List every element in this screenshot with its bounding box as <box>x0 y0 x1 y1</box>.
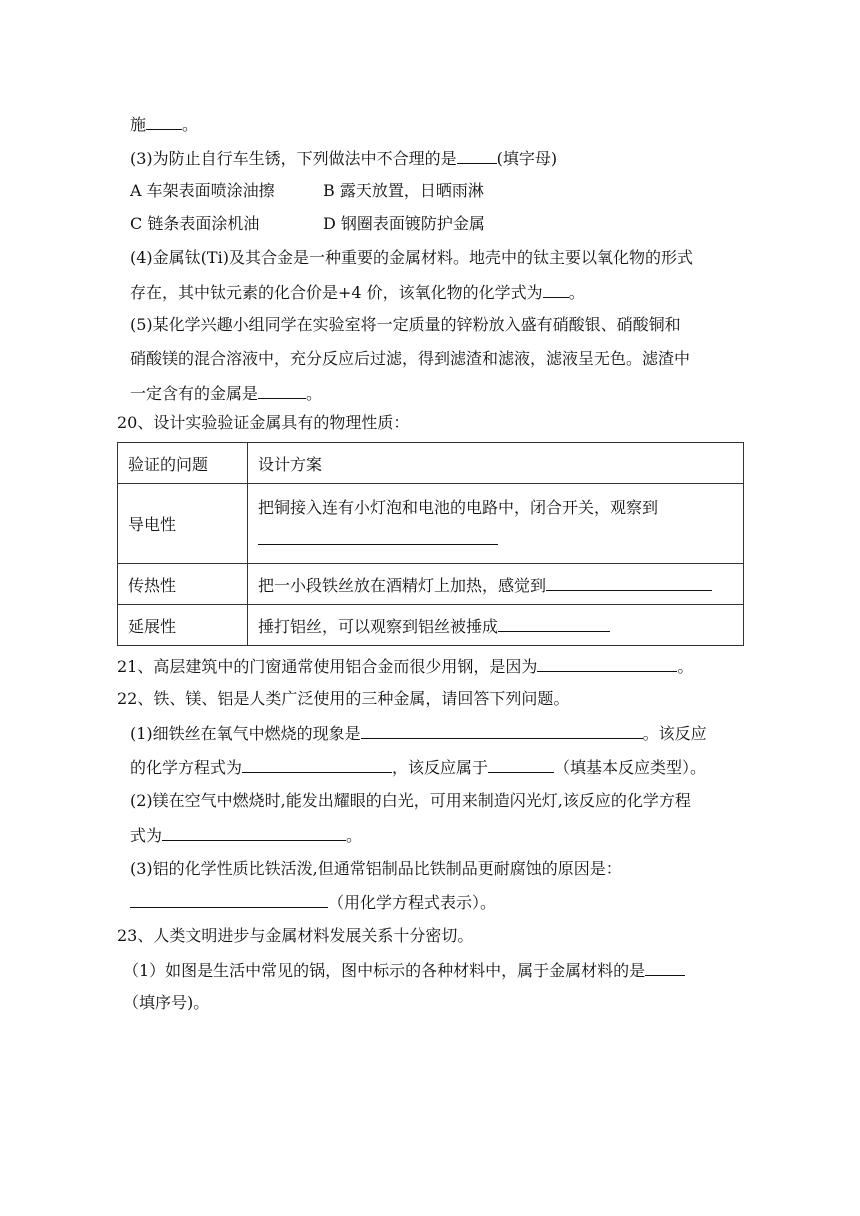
answer-blank[interactable] <box>537 655 677 672</box>
question-line: (1)细铁丝在氧气中燃烧的现象是 。该反应 <box>130 724 707 743</box>
question-line: (3)铝的化学性质比铁活泼,但通常铝制品比铁制品更耐腐蚀的原因是： <box>130 859 622 878</box>
answer-blank[interactable] <box>457 147 497 164</box>
plan-cell: 把一小段铁丝放在酒精灯上加热，感觉到 <box>248 564 744 605</box>
answer-blank[interactable] <box>645 959 685 976</box>
question-line: 施 。 <box>130 115 199 134</box>
question-line: 22、铁、镁、铝是人类广泛使用的三种金属，请回答下列问题。 <box>117 689 570 708</box>
answer-blank[interactable] <box>258 382 306 399</box>
answer-blank[interactable] <box>488 756 554 773</box>
verification-table <box>117 442 744 646</box>
option-line <box>130 213 485 235</box>
question-line: 式为 。 <box>130 826 363 845</box>
option-a: A 车架表面喷涂油擦 <box>130 181 275 200</box>
answer-blank[interactable] <box>162 824 346 841</box>
property-cell: 导电性 <box>118 484 248 564</box>
table-row <box>118 605 744 646</box>
property-cell: 传热性 <box>118 564 248 605</box>
table-row <box>118 484 744 564</box>
question-line: （1）如图是生活中常见的锅，图中标示的各种材料中，属于金属材料的是 <box>123 959 685 982</box>
plan-cell: 捶打铝丝，可以观察到铝丝被捶成 <box>248 605 744 646</box>
question-line: (4)金属钛(Ti)及其合金是一种重要的金属材料。地壳中的钛主要以氧化物的形式 <box>130 248 693 267</box>
option-line <box>130 180 484 202</box>
answer-blank[interactable] <box>543 281 569 298</box>
answer-blank[interactable] <box>361 722 643 739</box>
question-line: 20、设计实验验证金属具有的物理性质： <box>117 413 410 432</box>
option-d: D 钢圈表面镀防护金属 <box>323 214 485 233</box>
option-b: B 露天放置，日晒雨淋 <box>323 181 484 200</box>
question-line: 的化学方程式为 ，该反应属于 （填基本反应类型）。 <box>130 758 707 777</box>
question-line: 21、高层建筑中的门窗通常使用铝合金而很少用钢，是因为 。 <box>117 657 694 676</box>
answer-blank[interactable] <box>498 615 610 632</box>
answer-blank[interactable] <box>130 891 328 908</box>
table-header-cell: 设计方案 <box>248 443 744 484</box>
answer-blank[interactable] <box>242 756 392 773</box>
property-cell: 延展性 <box>118 605 248 646</box>
question-line: (2)镁在空气中燃烧时,能发出耀眼的白光，可用来制造闪光灯,该反应的化学方程 <box>130 791 691 810</box>
question-line: (5)某化学兴趣小组同学在实验室将一定质量的锌粉放入盛有硝酸银、硝酸铜和 <box>130 315 681 334</box>
table-row <box>118 564 744 605</box>
question-line: 存在，其中钛元素的化合价是+4 价，该氧化物的化学式为 。 <box>130 283 585 302</box>
answer-blank[interactable] <box>258 528 498 545</box>
question-line: （填序号)。 <box>123 993 210 1012</box>
table-header-row <box>118 443 744 484</box>
question-line: 一定含有的金属是 。 <box>130 384 323 403</box>
question-line: 硝酸镁的混合溶液中，充分反应后过滤，得到滤渣和滤液，滤液呈无色。滤渣中 <box>130 349 691 368</box>
plan-cell: 把铜接入连有小灯泡和电池的电路中，闭合开关，观察到 <box>248 484 744 564</box>
table-header-cell: 验证的问题 <box>118 443 248 484</box>
answer-blank[interactable] <box>146 113 182 130</box>
question-line: (3)为防止自行车生锈，下列做法中不合理的是 (填字母) <box>130 149 558 168</box>
question-line: （用化学方程式表示）。 <box>130 891 496 914</box>
option-c: C 链条表面涂机油 <box>130 214 260 233</box>
question-line: 23、人类文明进步与金属材料发展关系十分密切。 <box>117 926 474 945</box>
answer-blank[interactable] <box>546 574 712 591</box>
